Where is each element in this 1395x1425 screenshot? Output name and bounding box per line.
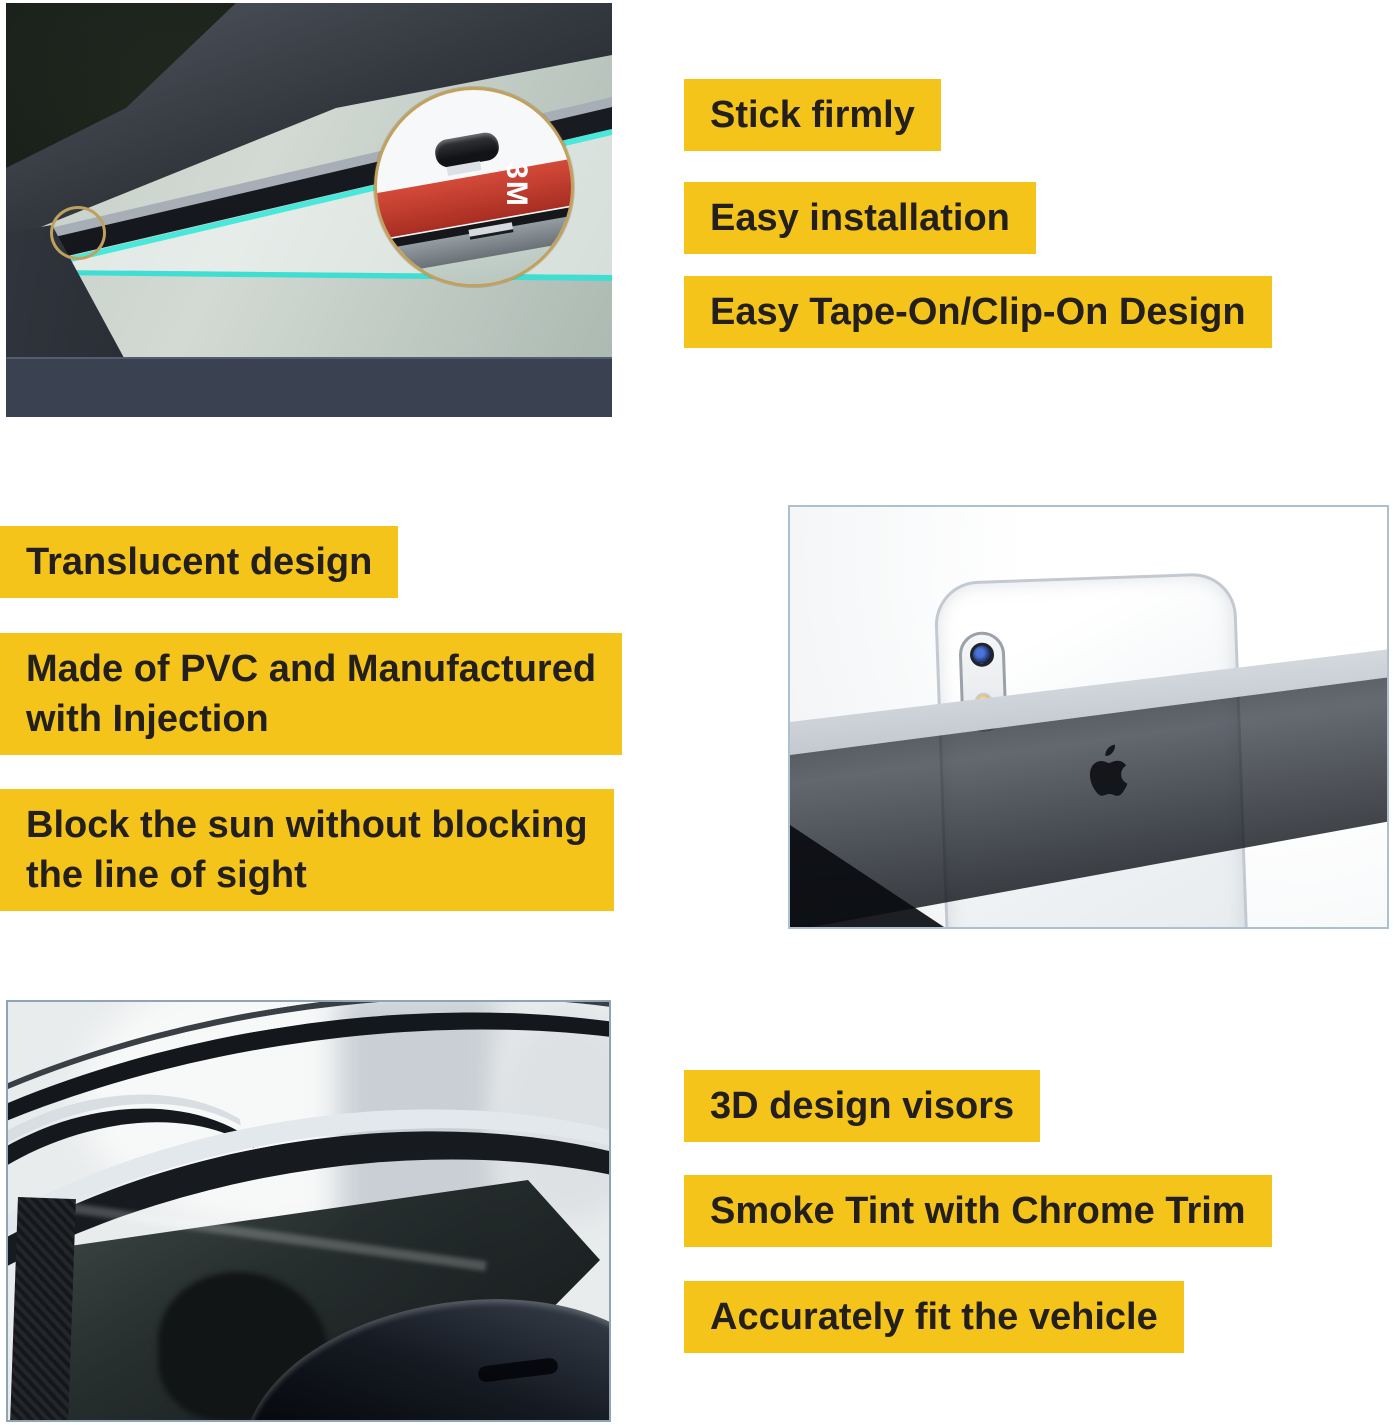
feature-label-stick-firmly — [684, 79, 941, 151]
label-line: Block the sun without blocking — [26, 804, 588, 846]
label-line: with Injection — [26, 698, 269, 740]
label-line: Smoke Tint with Chrome Trim — [710, 1190, 1246, 1232]
phone-behind-visor-photo — [788, 505, 1389, 929]
feature-label-translucent-design — [0, 526, 398, 598]
label-line: Easy installation — [710, 197, 1010, 239]
label-line: Translucent design — [26, 541, 373, 583]
label-line: Stick firmly — [710, 94, 915, 136]
feature-label-block-sun — [0, 789, 614, 911]
feature-label-pvc-injection — [0, 633, 622, 755]
carbon-b-pillar — [10, 1197, 76, 1422]
feature-label-tape-on-clip-on — [684, 276, 1272, 348]
feature-label-easy-installation — [684, 182, 1036, 254]
camera-lens-icon — [970, 642, 995, 667]
visor-tape-detail-photo — [6, 3, 612, 417]
feature-label-accurate-fit — [684, 1281, 1184, 1353]
tape-brand-text: 3M — [499, 162, 533, 208]
feature-label-smoke-tint — [684, 1175, 1272, 1247]
magnifier-circle — [374, 87, 574, 287]
label-line: Easy Tape-On/Clip-On Design — [710, 291, 1246, 333]
label-line: Made of PVC and Manufactured — [26, 648, 597, 690]
label-line: 3D design visors — [710, 1085, 1015, 1127]
apple-logo-icon — [1086, 743, 1134, 801]
car-visor-installed-photo — [6, 1000, 611, 1422]
callout-circle — [50, 206, 106, 260]
feature-label-3d-design — [684, 1070, 1040, 1142]
label-line: the line of sight — [26, 854, 307, 896]
label-line: Accurately fit the vehicle — [710, 1296, 1158, 1338]
door-panel-band — [6, 357, 612, 417]
